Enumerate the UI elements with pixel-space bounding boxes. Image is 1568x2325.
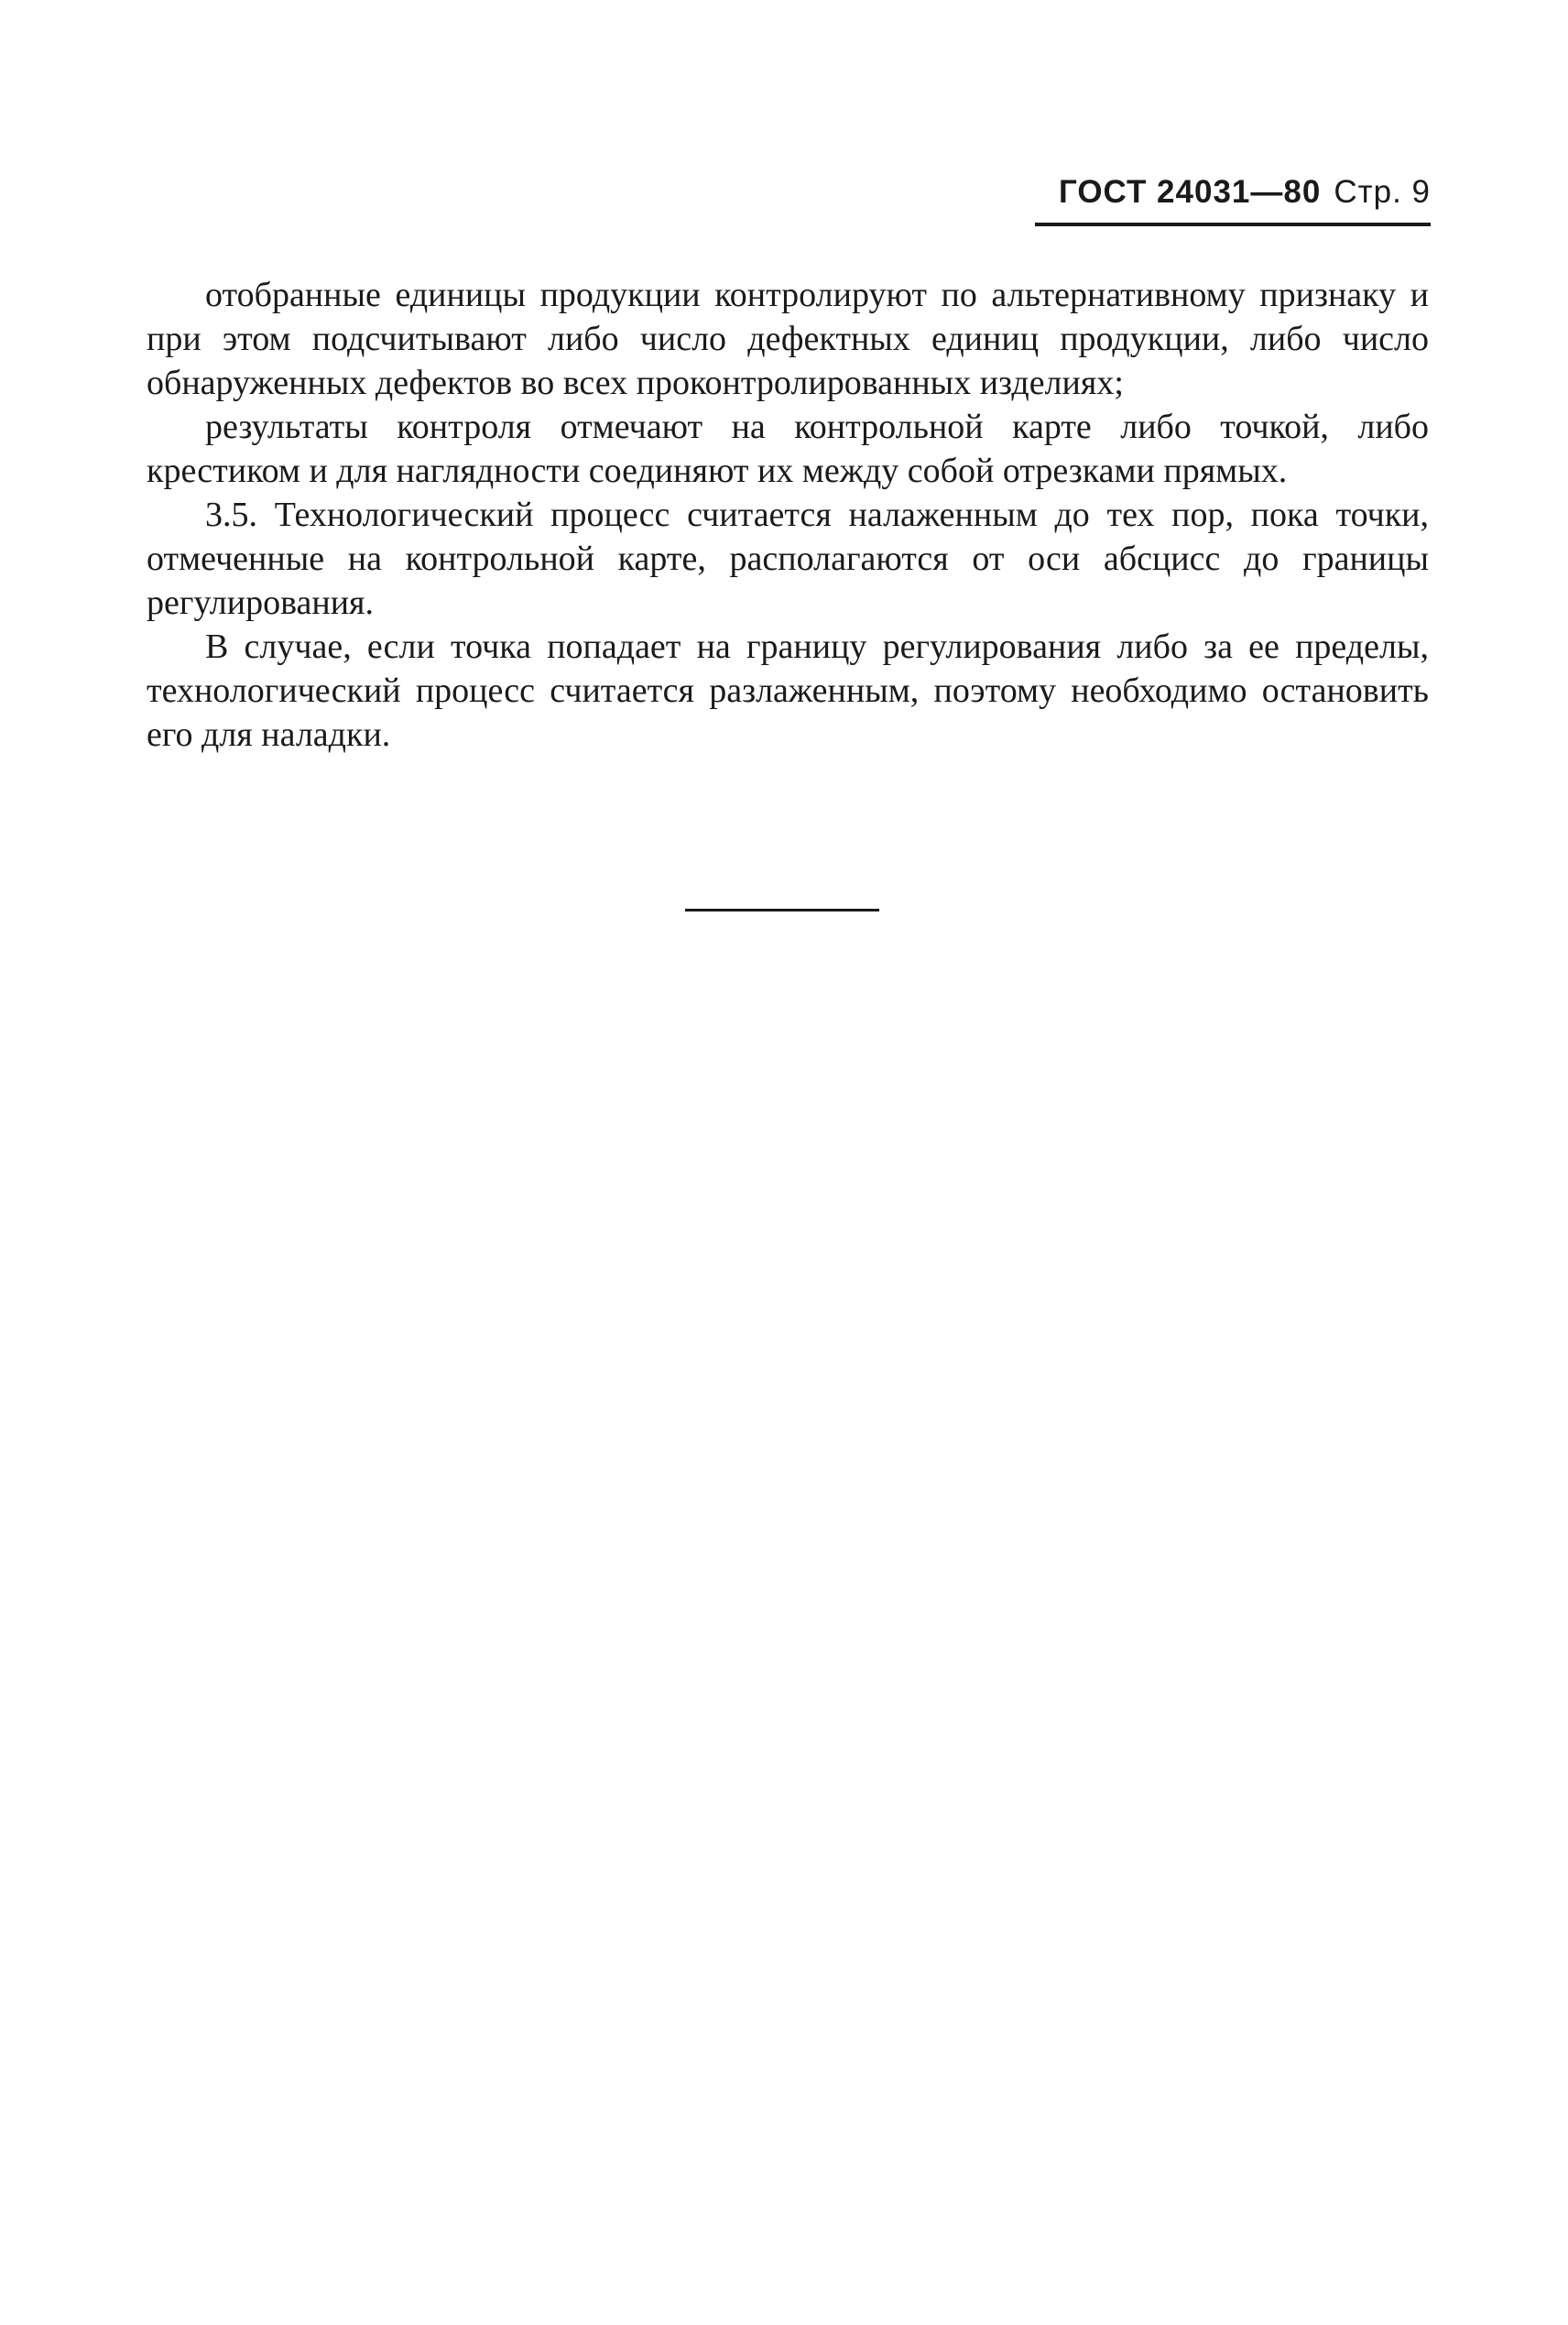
page-number: Стр. 9	[1334, 174, 1431, 210]
body-text	[147, 273, 1429, 757]
paragraph-sampling-method: отобранные единицы продукции контролируют по альтернативному признаку и при этом подсчитывают либо число дефектных единиц продукции, либо число обнаруженных дефектов во всех проконтролированных изделиях;	[147, 276, 1429, 402]
paragraph-results-marking: результаты контроля отмечают на контрольной карте либо точкой, либо крестиком и для наглядности соединяют их между собой отрезками прямых.	[147, 408, 1429, 490]
paragraph-process-out-of-adjustment: В случае, если точка попадает на границу регулирования либо за ее пределы, технологический процесс считается разлаженным, поэтому необходимо остановить его для наладки.	[147, 628, 1429, 754]
running-header	[1059, 174, 1431, 211]
end-of-text-rule	[685, 909, 879, 911]
standard-code: ГОСТ 24031—80	[1058, 174, 1322, 210]
paragraph-3-5-process-adjusted: 3.5. Технологический процесс считается налаженным до тех пор, пока точки, отмеченные на контрольной карте, располагаются от оси абсцисс до границы регулирования.	[147, 496, 1429, 622]
header-rule	[1035, 223, 1431, 226]
